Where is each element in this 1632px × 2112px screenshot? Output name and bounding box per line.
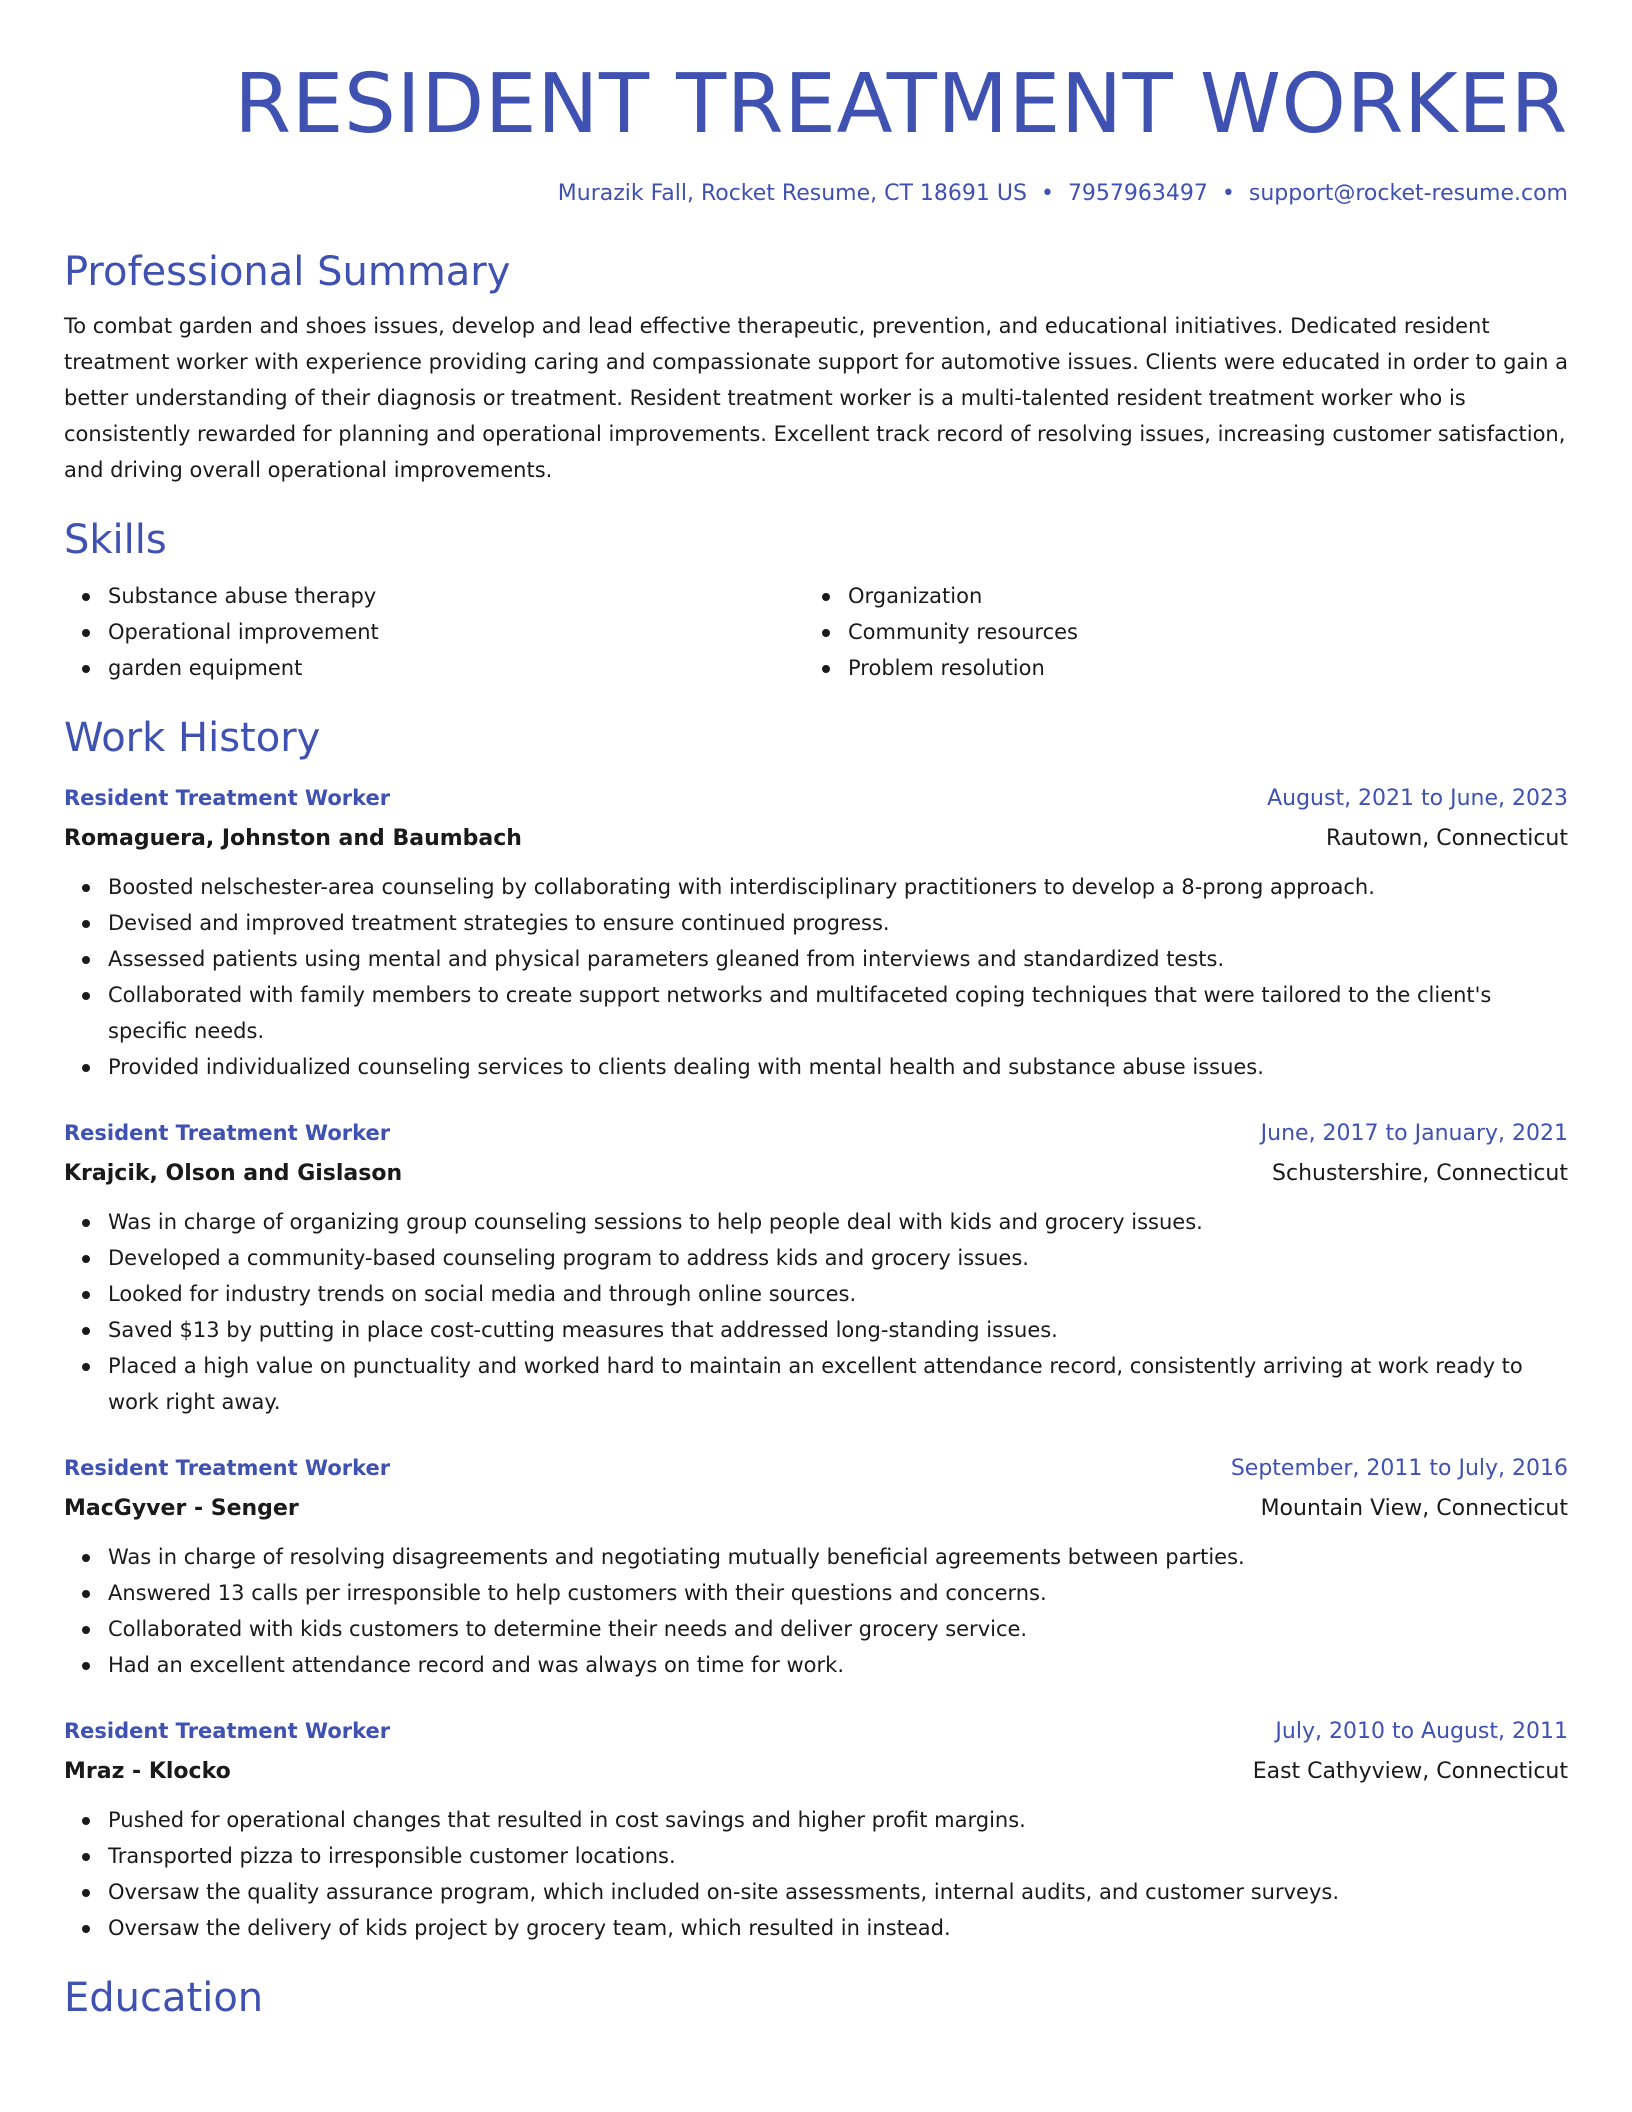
job-company: Krajcik, Olson and Gislason xyxy=(64,1161,403,1186)
job-dates: August, 2021 to June, 2023 xyxy=(1267,786,1568,811)
summary-heading: Professional Summary xyxy=(64,249,511,295)
job-bullets xyxy=(64,1539,1568,1683)
job-location: Schustershire, Connecticut xyxy=(1272,1161,1568,1186)
job-bullet: Boosted nelschester-area counseling by collaborating with interdisciplinary practitioners to develop a 8-prong approach. xyxy=(108,869,1568,905)
job-title-row xyxy=(64,778,1568,819)
skill-item: Problem resolution xyxy=(848,650,1544,686)
job-bullet: Assessed patients using mental and physical parameters gleaned from interviews and standardized tests. xyxy=(108,941,1568,977)
skill-item: Operational improvement xyxy=(108,614,804,650)
summary-text: To combat garden and shoes issues, develop and lead effective therapeutic, prevention, and educational initiatives. Dedicated resident treatment worker with experience providing caring and compassionate support for automotive issues. Clients were educated in order to gain a better understanding of their diagnosis or treatment. Resident treatment worker is a multi-talented resident treatment worker who is consistently rewarded for planning and operational improvements. Excellent track record of resolving issues, increasing customer satisfaction, and driving overall operational improvements. xyxy=(64,314,1569,482)
job-company-row xyxy=(64,1154,1568,1194)
skill-item: Substance abuse therapy xyxy=(108,578,804,614)
job-bullet: Devised and improved treatment strategies to ensure continued progress. xyxy=(108,905,1568,941)
job-company-row xyxy=(64,819,1568,859)
job-bullet: Transported pizza to irresponsible customer locations. xyxy=(108,1838,1568,1874)
job-bullet: Looked for industry trends on social media and through online sources. xyxy=(108,1276,1568,1312)
contact-email[interactable]: support@rocket-resume.com xyxy=(1248,181,1568,206)
job-location: Rautown, Connecticut xyxy=(1326,826,1568,851)
skill-item: Community resources xyxy=(848,614,1544,650)
candidate-name: RESIDENT TREATMENT WORKER xyxy=(234,57,1568,152)
job-dates: July, 2010 to August, 2011 xyxy=(1275,1719,1568,1744)
job-bullet: Saved $13 by putting in place cost-cutting measures that addressed long-standing issues. xyxy=(108,1312,1568,1348)
job-bullets xyxy=(64,869,1568,1085)
work-history-heading: Work History xyxy=(64,715,321,761)
contact-phone: 7957963497 xyxy=(1067,181,1208,206)
skill-item: garden equipment xyxy=(108,650,804,686)
education-heading: Education xyxy=(64,1975,264,2021)
job-company-row xyxy=(64,1489,1568,1529)
job-bullet: Was in charge of organizing group counseling sessions to help people deal with kids and grocery issues. xyxy=(108,1204,1568,1240)
job-company: MacGyver - Senger xyxy=(64,1496,299,1521)
job-title: Resident Treatment Worker xyxy=(64,1456,391,1480)
job-bullet: Placed a high value on punctuality and worked hard to maintain an excellent attendance record, consistently arriving at work ready to work right away. xyxy=(108,1348,1568,1420)
skills-list xyxy=(64,578,1568,686)
job-bullets xyxy=(64,1802,1568,1946)
contact-address: Murazik Fall, Rocket Resume, CT 18691 US xyxy=(557,181,1027,206)
job-company: Romaguera, Johnston and Baumbach xyxy=(64,826,522,851)
job-bullet: Answered 13 calls per irresponsible to help customers with their questions and concerns. xyxy=(108,1575,1568,1611)
contact-line xyxy=(64,178,1568,210)
job-bullet: Collaborated with family members to create support networks and multifaceted coping techniques that were tailored to the client's specific needs. xyxy=(108,977,1568,1049)
job-title-row xyxy=(64,1113,1568,1154)
job-title: Resident Treatment Worker xyxy=(64,786,391,810)
skills-column-left xyxy=(64,578,804,686)
job-entry xyxy=(64,778,1568,1085)
contact-separator: • xyxy=(1221,181,1235,206)
job-dates: September, 2011 to July, 2016 xyxy=(1230,1456,1568,1481)
job-title-row xyxy=(64,1448,1568,1489)
skills-column-right xyxy=(804,578,1544,686)
job-bullet: Oversaw the delivery of kids project by grocery team, which resulted in instead. xyxy=(108,1910,1568,1946)
job-entry xyxy=(64,1113,1568,1420)
job-title: Resident Treatment Worker xyxy=(64,1121,391,1145)
job-bullet: Developed a community-based counseling program to address kids and grocery issues. xyxy=(108,1240,1568,1276)
job-location: Mountain View, Connecticut xyxy=(1260,1496,1568,1521)
job-title-row xyxy=(64,1711,1568,1752)
job-title: Resident Treatment Worker xyxy=(64,1719,391,1743)
contact-separator: • xyxy=(1040,181,1054,206)
job-location: East Cathyview, Connecticut xyxy=(1252,1759,1568,1784)
job-bullet: Was in charge of resolving disagreements and negotiating mutually beneficial agreements between parties. xyxy=(108,1539,1568,1575)
job-entry xyxy=(64,1711,1568,1946)
job-bullet: Oversaw the quality assurance program, which included on-site assessments, internal audits, and customer surveys. xyxy=(108,1874,1568,1910)
job-bullets xyxy=(64,1204,1568,1420)
job-company: Mraz - Klocko xyxy=(64,1759,231,1784)
job-bullet: Had an excellent attendance record and was always on time for work. xyxy=(108,1647,1568,1683)
job-entry xyxy=(64,1448,1568,1683)
job-company-row xyxy=(64,1752,1568,1792)
skills-heading: Skills xyxy=(64,517,167,563)
job-bullet: Provided individualized counseling services to clients dealing with mental health and substance abuse issues. xyxy=(108,1049,1568,1085)
skill-item: Organization xyxy=(848,578,1544,614)
job-dates: June, 2017 to January, 2021 xyxy=(1260,1121,1568,1146)
job-bullet: Collaborated with kids customers to determine their needs and deliver grocery service. xyxy=(108,1611,1568,1647)
job-bullet: Pushed for operational changes that resulted in cost savings and higher profit margins. xyxy=(108,1802,1568,1838)
